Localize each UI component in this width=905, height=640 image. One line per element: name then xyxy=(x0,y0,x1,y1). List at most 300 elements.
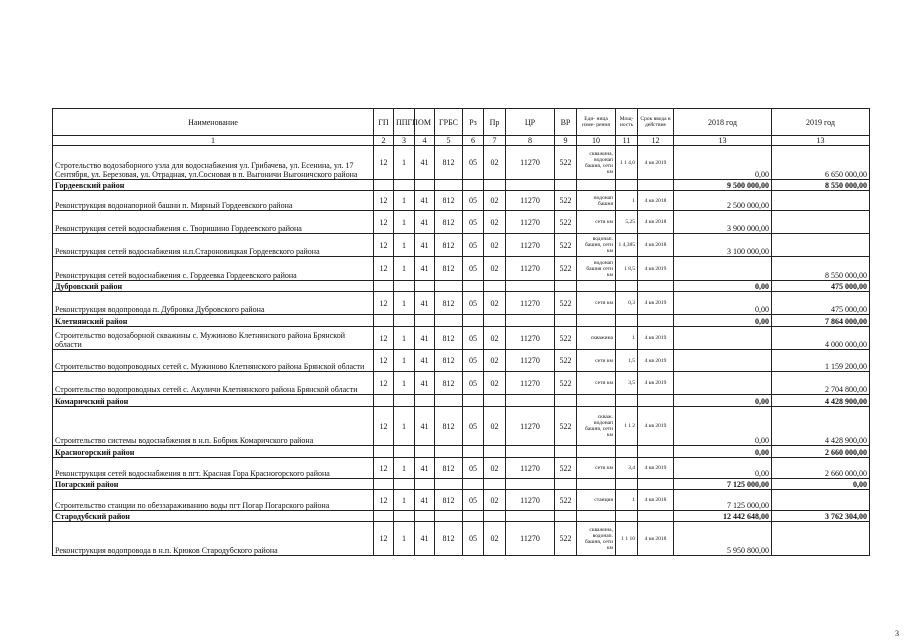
empty-cell xyxy=(555,446,577,458)
header-number-cell: 10 xyxy=(577,136,616,146)
item-name: Строительство водопроводных сетей с. Акуличи Клетнянского района Брянской области xyxy=(53,372,374,395)
pr-cell: 02 xyxy=(484,490,506,511)
power-cell: 3,5 xyxy=(616,372,638,395)
om-cell: 41 xyxy=(415,211,435,234)
district-name: Комаричский район xyxy=(53,395,374,407)
empty-cell xyxy=(394,315,415,327)
empty-cell xyxy=(435,446,463,458)
empty-cell xyxy=(616,180,638,191)
empty-cell xyxy=(616,446,638,458)
grbs-cell: 812 xyxy=(435,234,463,257)
vr-cell: 522 xyxy=(555,350,577,372)
pr-cell: 02 xyxy=(484,458,506,479)
item-name: Реконструкция сетей водоснабжения в пгт. Красная Гора Красногорского района xyxy=(53,458,374,479)
power-cell: 1 1 4,0 xyxy=(616,146,638,180)
header-cell: ОМ xyxy=(415,109,435,136)
power-cell: 1 8,5 xyxy=(616,257,638,281)
empty-cell xyxy=(374,479,394,490)
ppgp-cell: 1 xyxy=(394,327,415,350)
amount-2019: 0,00 xyxy=(772,479,870,490)
empty-cell xyxy=(506,479,555,490)
empty-cell xyxy=(506,395,555,407)
term-cell: 4 кв 2019 xyxy=(638,327,674,350)
empty-cell xyxy=(555,315,577,327)
gp-cell: 12 xyxy=(374,458,394,479)
unit-cell: скважина, водонап. башня, сети км xyxy=(577,522,616,556)
amount-2019: 8 550 000,00 xyxy=(772,257,870,281)
item-name: Реконструкция водопровода п. Дубровка Дубровского района xyxy=(53,292,374,315)
table-row xyxy=(53,257,870,281)
unit-cell: скважина, водонап башня, сети км xyxy=(577,146,616,180)
vr-cell: 522 xyxy=(555,327,577,350)
table-row xyxy=(53,327,870,350)
table-row xyxy=(53,458,870,479)
empty-cell xyxy=(435,315,463,327)
table-row xyxy=(53,146,870,180)
unit-cell: скваж. водонап башня, сети км xyxy=(577,407,616,446)
ppgp-cell: 1 xyxy=(394,257,415,281)
empty-cell xyxy=(463,281,484,292)
term-cell: 4 кв 2018 xyxy=(638,191,674,211)
header-cell: Наименование xyxy=(53,109,374,136)
amount-2018: 2 500 000,00 xyxy=(674,191,772,211)
header-row xyxy=(53,109,870,136)
header-cell: ППГП xyxy=(394,109,415,136)
rz-cell: 05 xyxy=(463,372,484,395)
unit-cell: сети км xyxy=(577,372,616,395)
term-cell: 4 кв 2018 xyxy=(638,211,674,234)
empty-cell xyxy=(616,511,638,522)
ppgp-cell: 1 xyxy=(394,191,415,211)
empty-cell xyxy=(577,180,616,191)
rz-cell: 05 xyxy=(463,522,484,556)
empty-cell xyxy=(506,511,555,522)
header-number-cell: 8 xyxy=(506,136,555,146)
empty-cell xyxy=(374,180,394,191)
district-name: Клетнянский район xyxy=(53,315,374,327)
grbs-cell: 812 xyxy=(435,257,463,281)
ppgp-cell: 1 xyxy=(394,372,415,395)
empty-cell xyxy=(415,180,435,191)
empty-cell xyxy=(638,511,674,522)
table-row xyxy=(53,522,870,556)
header-cell: ГРБС xyxy=(435,109,463,136)
power-cell: 1 xyxy=(616,490,638,511)
empty-cell xyxy=(577,395,616,407)
header-number-cell: 7 xyxy=(484,136,506,146)
term-cell: 4 кв 2019 xyxy=(638,257,674,281)
ppgp-cell: 1 xyxy=(394,407,415,446)
header-number-cell: 2 xyxy=(374,136,394,146)
empty-cell xyxy=(415,479,435,490)
vr-cell: 522 xyxy=(555,522,577,556)
empty-cell xyxy=(638,446,674,458)
header-number-cell: 11 xyxy=(616,136,638,146)
header-cell: ВР xyxy=(555,109,577,136)
empty-cell xyxy=(435,281,463,292)
ppgp-cell: 1 xyxy=(394,490,415,511)
pr-cell: 02 xyxy=(484,146,506,180)
gp-cell: 12 xyxy=(374,407,394,446)
power-cell: 1 xyxy=(616,191,638,211)
amount-2019: 2 704 800,00 xyxy=(772,372,870,395)
amount-2018: 0,00 xyxy=(674,281,772,292)
rz-cell: 05 xyxy=(463,350,484,372)
empty-cell xyxy=(394,180,415,191)
amount-2019: 6 650 000,00 xyxy=(772,146,870,180)
power-cell: 1 1 10 xyxy=(616,522,638,556)
grbs-cell: 812 xyxy=(435,292,463,315)
header-number-cell: 13 xyxy=(674,136,772,146)
grbs-cell: 812 xyxy=(435,350,463,372)
om-cell: 41 xyxy=(415,327,435,350)
grbs-cell: 812 xyxy=(435,191,463,211)
gp-cell: 12 xyxy=(374,292,394,315)
grbs-cell: 812 xyxy=(435,458,463,479)
item-name: Реконструкция сетей водоснабжения н.п.Староновицкая Гордеевского района xyxy=(53,234,374,257)
header-number-cell: 5 xyxy=(435,136,463,146)
empty-cell xyxy=(463,395,484,407)
ppgp-cell: 1 xyxy=(394,234,415,257)
gp-cell: 12 xyxy=(374,522,394,556)
empty-cell xyxy=(484,446,506,458)
empty-cell xyxy=(374,281,394,292)
amount-2018: 5 950 800,00 xyxy=(674,522,772,556)
empty-cell xyxy=(577,315,616,327)
cr-cell: 11270 xyxy=(506,327,555,350)
empty-cell xyxy=(415,281,435,292)
amount-2019 xyxy=(772,211,870,234)
pr-cell: 02 xyxy=(484,211,506,234)
om-cell: 41 xyxy=(415,372,435,395)
rz-cell: 05 xyxy=(463,211,484,234)
amount-2018: 0,00 xyxy=(674,407,772,446)
empty-cell xyxy=(394,395,415,407)
district-row xyxy=(53,479,870,490)
header-number-cell: 4 xyxy=(415,136,435,146)
pr-cell: 02 xyxy=(484,407,506,446)
vr-cell: 522 xyxy=(555,458,577,479)
term-cell: 4 кв 2019 xyxy=(638,350,674,372)
empty-cell xyxy=(394,281,415,292)
amount-2018: 9 500 000,00 xyxy=(674,180,772,191)
header-number-cell: 1 xyxy=(53,136,374,146)
district-row xyxy=(53,315,870,327)
pr-cell: 02 xyxy=(484,292,506,315)
power-cell: 1 1 2 xyxy=(616,407,638,446)
vr-cell: 522 xyxy=(555,146,577,180)
cr-cell: 11270 xyxy=(506,490,555,511)
amount-2018: 7 125 000,00 xyxy=(674,479,772,490)
ppgp-cell: 1 xyxy=(394,292,415,315)
ppgp-cell: 1 xyxy=(394,211,415,234)
amount-2018: 0,00 xyxy=(674,395,772,407)
district-row xyxy=(53,281,870,292)
empty-cell xyxy=(555,281,577,292)
power-cell: 1 xyxy=(616,327,638,350)
unit-cell: сети км xyxy=(577,350,616,372)
ppgp-cell: 1 xyxy=(394,458,415,479)
amount-2019 xyxy=(772,234,870,257)
power-cell: 0,3 xyxy=(616,292,638,315)
header-number-row xyxy=(53,136,870,146)
empty-cell xyxy=(616,395,638,407)
amount-2018 xyxy=(674,350,772,372)
amount-2019: 7 864 000,00 xyxy=(772,315,870,327)
district-row xyxy=(53,180,870,191)
empty-cell xyxy=(506,446,555,458)
district-row xyxy=(53,446,870,458)
cr-cell: 11270 xyxy=(506,191,555,211)
ppgp-cell: 1 xyxy=(394,522,415,556)
cr-cell: 11270 xyxy=(506,350,555,372)
empty-cell xyxy=(506,281,555,292)
amount-2019: 2 660 000,00 xyxy=(772,446,870,458)
table-row xyxy=(53,407,870,446)
empty-cell xyxy=(638,395,674,407)
district-row xyxy=(53,511,870,522)
pr-cell: 02 xyxy=(484,372,506,395)
empty-cell xyxy=(484,315,506,327)
cr-cell: 11270 xyxy=(506,257,555,281)
grbs-cell: 812 xyxy=(435,522,463,556)
empty-cell xyxy=(415,446,435,458)
item-name: Строительство водозаборной скважины с. Мужиново Клетнянского района Брянской области xyxy=(53,327,374,350)
rz-cell: 05 xyxy=(463,458,484,479)
om-cell: 41 xyxy=(415,234,435,257)
amount-2019: 4 000 000,00 xyxy=(772,327,870,350)
grbs-cell: 812 xyxy=(435,490,463,511)
header-cell: 2018 год xyxy=(674,109,772,136)
vr-cell: 522 xyxy=(555,257,577,281)
grbs-cell: 812 xyxy=(435,327,463,350)
vr-cell: 522 xyxy=(555,490,577,511)
cr-cell: 11270 xyxy=(506,292,555,315)
vr-cell: 522 xyxy=(555,407,577,446)
rz-cell: 05 xyxy=(463,191,484,211)
table-row xyxy=(53,350,870,372)
rz-cell: 05 xyxy=(463,146,484,180)
header-cell: Еди- ница изме- рения xyxy=(577,109,616,136)
rz-cell: 05 xyxy=(463,292,484,315)
amount-2019: 4 428 900,00 xyxy=(772,395,870,407)
rz-cell: 05 xyxy=(463,234,484,257)
om-cell: 41 xyxy=(415,407,435,446)
item-name: Строительство станции по обеззараживанию воды пгт Погар Погарского района xyxy=(53,490,374,511)
amount-2019: 3 762 304,00 xyxy=(772,511,870,522)
gp-cell: 12 xyxy=(374,211,394,234)
unit-cell: водонап башня сети км xyxy=(577,257,616,281)
cr-cell: 11270 xyxy=(506,234,555,257)
cr-cell: 11270 xyxy=(506,372,555,395)
term-cell: 4 кв 2018 xyxy=(638,522,674,556)
item-name: Строительство системы водоснабжения в н.п. Бобрик Комаричского района xyxy=(53,407,374,446)
amount-2018: 0,00 xyxy=(674,146,772,180)
empty-cell xyxy=(394,479,415,490)
grbs-cell: 812 xyxy=(435,407,463,446)
header-number-cell: 13 xyxy=(772,136,870,146)
pr-cell: 02 xyxy=(484,522,506,556)
grbs-cell: 812 xyxy=(435,146,463,180)
empty-cell xyxy=(577,281,616,292)
header-cell: 2019 год xyxy=(772,109,870,136)
unit-cell: водонап. башня, сети км xyxy=(577,234,616,257)
header-number-cell: 12 xyxy=(638,136,674,146)
table-row xyxy=(53,490,870,511)
empty-cell xyxy=(616,281,638,292)
empty-cell xyxy=(435,511,463,522)
header-cell: Срок ввода в действие xyxy=(638,109,674,136)
amount-2018: 0,00 xyxy=(674,292,772,315)
header-cell: Рз xyxy=(463,109,484,136)
unit-cell: сети км xyxy=(577,211,616,234)
amount-2018: 3 900 000,00 xyxy=(674,211,772,234)
rz-cell: 05 xyxy=(463,407,484,446)
gp-cell: 12 xyxy=(374,234,394,257)
unit-cell: скважина xyxy=(577,327,616,350)
header-number-cell: 6 xyxy=(463,136,484,146)
vr-cell: 522 xyxy=(555,372,577,395)
amount-2018 xyxy=(674,327,772,350)
term-cell: 4 кв 2019 xyxy=(638,146,674,180)
amount-2018: 0,00 xyxy=(674,446,772,458)
amount-2019: 475 000,00 xyxy=(772,292,870,315)
amount-2018 xyxy=(674,372,772,395)
om-cell: 41 xyxy=(415,350,435,372)
amount-2019: 2 660 000,00 xyxy=(772,458,870,479)
item-name: Стротельство водозаборного узла для водоснабжения ул. Грибачева, ул. Есенина, ул. 17 Сентября, ул. Березовая, ул. Отрадная, ул.Сосновая в п. Выгоничи Выгоничского района xyxy=(53,146,374,180)
power-cell: 1 4,385 xyxy=(616,234,638,257)
item-name: Реконструкция водонапорной башни п. Мирный Гордеевского района xyxy=(53,191,374,211)
empty-cell xyxy=(463,315,484,327)
empty-cell xyxy=(616,315,638,327)
rz-cell: 05 xyxy=(463,257,484,281)
empty-cell xyxy=(463,511,484,522)
vr-cell: 522 xyxy=(555,191,577,211)
empty-cell xyxy=(463,446,484,458)
header-cell: ГП xyxy=(374,109,394,136)
cr-cell: 11270 xyxy=(506,146,555,180)
unit-cell: сети км xyxy=(577,458,616,479)
vr-cell: 522 xyxy=(555,292,577,315)
ppgp-cell: 1 xyxy=(394,146,415,180)
district-name: Погарский район xyxy=(53,479,374,490)
vr-cell: 522 xyxy=(555,234,577,257)
empty-cell xyxy=(577,511,616,522)
gp-cell: 12 xyxy=(374,372,394,395)
gp-cell: 12 xyxy=(374,350,394,372)
unit-cell: водонап башня xyxy=(577,191,616,211)
gp-cell: 12 xyxy=(374,191,394,211)
om-cell: 41 xyxy=(415,146,435,180)
amount-2019 xyxy=(772,490,870,511)
district-name: Гордеевский район xyxy=(53,180,374,191)
gp-cell: 12 xyxy=(374,257,394,281)
power-cell: 5,25 xyxy=(616,211,638,234)
empty-cell xyxy=(577,479,616,490)
rz-cell: 05 xyxy=(463,327,484,350)
amount-2018: 3 100 000,00 xyxy=(674,234,772,257)
empty-cell xyxy=(555,479,577,490)
empty-cell xyxy=(555,180,577,191)
header-number-cell: 3 xyxy=(394,136,415,146)
pr-cell: 02 xyxy=(484,191,506,211)
term-cell: 4 кв 2019 xyxy=(638,458,674,479)
table-row xyxy=(53,234,870,257)
empty-cell xyxy=(394,446,415,458)
empty-cell xyxy=(415,395,435,407)
table-row xyxy=(53,292,870,315)
empty-cell xyxy=(506,315,555,327)
amount-2019 xyxy=(772,522,870,556)
gp-cell: 12 xyxy=(374,490,394,511)
empty-cell xyxy=(555,395,577,407)
empty-cell xyxy=(484,281,506,292)
empty-cell xyxy=(555,511,577,522)
district-name: Дубровский район xyxy=(53,281,374,292)
om-cell: 41 xyxy=(415,292,435,315)
empty-cell xyxy=(374,315,394,327)
empty-cell xyxy=(616,479,638,490)
page-number: 3 xyxy=(895,629,899,638)
empty-cell xyxy=(435,395,463,407)
amount-2018: 12 442 648,00 xyxy=(674,511,772,522)
cr-cell: 11270 xyxy=(506,407,555,446)
pr-cell: 02 xyxy=(484,327,506,350)
vr-cell: 522 xyxy=(555,211,577,234)
empty-cell xyxy=(638,281,674,292)
amount-2019 xyxy=(772,191,870,211)
header-cell: Пр xyxy=(484,109,506,136)
table-row xyxy=(53,211,870,234)
empty-cell xyxy=(484,479,506,490)
amount-2019: 8 550 000,00 xyxy=(772,180,870,191)
budget-table xyxy=(52,108,870,556)
item-name: Реконструкция сетей водоснабжения с. Гордеевка Гордеевского района xyxy=(53,257,374,281)
empty-cell xyxy=(577,446,616,458)
term-cell: 4 кв 2019 xyxy=(638,372,674,395)
gp-cell: 12 xyxy=(374,146,394,180)
district-name: Красногорский район xyxy=(53,446,374,458)
amount-2018 xyxy=(674,257,772,281)
power-cell: 3,4 xyxy=(616,458,638,479)
gp-cell: 12 xyxy=(374,327,394,350)
empty-cell xyxy=(463,479,484,490)
om-cell: 41 xyxy=(415,257,435,281)
empty-cell xyxy=(394,511,415,522)
empty-cell xyxy=(415,511,435,522)
amount-2018: 0,00 xyxy=(674,315,772,327)
term-cell: 4 кв 2018 xyxy=(638,234,674,257)
item-name: Строительство водопроводных сетей с. Мужиново Клетнянского района Брянской области xyxy=(53,350,374,372)
empty-cell xyxy=(415,315,435,327)
grbs-cell: 812 xyxy=(435,211,463,234)
term-cell: 4 кв 2019 xyxy=(638,407,674,446)
empty-cell xyxy=(374,446,394,458)
unit-cell: станция xyxy=(577,490,616,511)
om-cell: 41 xyxy=(415,458,435,479)
table-row xyxy=(53,372,870,395)
cr-cell: 11270 xyxy=(506,211,555,234)
empty-cell xyxy=(484,180,506,191)
amount-2019: 1 159 200,00 xyxy=(772,350,870,372)
power-cell: 1,5 xyxy=(616,350,638,372)
pr-cell: 02 xyxy=(484,257,506,281)
district-row xyxy=(53,395,870,407)
empty-cell xyxy=(374,395,394,407)
ppgp-cell: 1 xyxy=(394,350,415,372)
district-name: Стародубский район xyxy=(53,511,374,522)
